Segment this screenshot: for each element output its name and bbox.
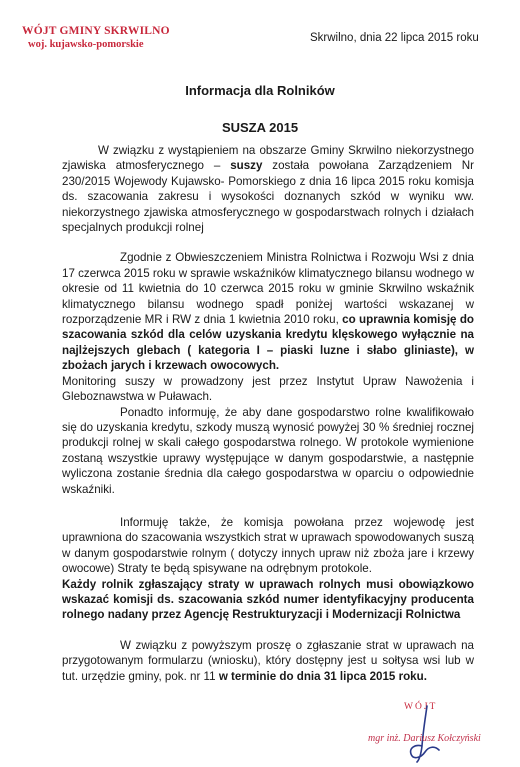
p6-bold: Każdy rolnik zgłaszający straty w uprawach rolnych musi obowiązkowo wskazać komisji ds. szacowania szkód numer identyfikacyjny producenta rolnego nadany przez Agencję Restrukturyzacji i Modernizacji Rolnictwa (62, 577, 474, 622)
signature-stamp-title: WÓJT (404, 702, 438, 712)
paragraph-3: Monitoring suszy w prowadzony jest przez Instytut Upraw Nawożenia i Gleboznawstwa w Puławach. (62, 374, 474, 404)
paragraph-2 (62, 250, 474, 373)
document-body (62, 143, 474, 684)
stamp-line-2: woj. kujawsko-pomorskie (28, 39, 144, 50)
p2-text-a: Zgodnie z Obwieszczeniem Ministra Rolnictwa i Rozwoju Wsi z dnia 17 czerwca 2015 roku w sprawie wskaźników klimatycznego bilansu wodnego w okresie od 11 kwietnia do 10 czerwca 2015 roku w gminie Skrwilno wskaźnik klimatycznego bilansu wodnego spadł poniżej wartości wskazanej w rozporządzenie MR i RW z dnia 1 kwietnia 2010 roku, (62, 251, 474, 327)
paragraph-1 (62, 143, 474, 235)
office-stamp (22, 24, 170, 52)
place-date: Skrwilno, dnia 22 lipca 2015 roku (310, 32, 479, 44)
p7-bold: w terminie do dnia 31 lipca 2015 roku. (218, 669, 427, 683)
p1-bold: suszy (230, 159, 263, 173)
document-subtitle: SUSZA 2015 (221, 120, 299, 135)
paragraph-6 (62, 577, 474, 623)
p1-text-a: W związku z wystąpieniem na obszarze Gminy Skrwilno niekorzystnego zjawiska atmosferycznego – (62, 144, 474, 173)
p7-text-a: W związku z powyższym proszę o zgłaszanie strat w uprawach na przygotowanym formularzu (wniosku), który dostępny jest u sołtysa wsi lub w tut. urzędzie gminy, pok. nr 11 (62, 638, 474, 683)
signatory-name: mgr inż. Dariusz Kołczyński (368, 733, 481, 744)
paragraph-4: Ponadto informuję, że aby dane gospodarstwo rolne kwalifikowało się do uzyskania kredytu, szkody muszą wynosić powyżej 30 % średniej rocznej produkcji rolnej w skali całego gospodarstwa rolnego. W protokole wymienione zostaną wszystkie uprawy występujące w danym gospodarstwie, a następnie wyliczona zostanie średnia dla całego gospodarstwa w oparciu o odpowiednie wskaźniki. (62, 405, 474, 496)
paragraph-7 (62, 638, 474, 684)
stamp-line-1: WÓJT GMINY SKRWILNO (22, 25, 170, 37)
p2-bold: co uprawnia komisję do szacowania szkód dla celów uzyskania kredytu klęskowego wyłącznie na najlżejszych glebach ( kategoria I – piaski luzne i słabo gliniaste), w zbożach jarych i krzewach owocowych. (62, 313, 475, 373)
p1-text-c: została powołana Zarządzeniem Nr 230/2015 Wojewody Kujawsko- Pomorskiego z dnia 16 lipca 2015 roku komisja ds. szacowania zakresu i wysokości doznanych szkód w wyniku ww. niekorzystnego zjawiska atmosferycznego w gospodarstwach rolnych i działach specjalnych produkcji rolnej (62, 159, 474, 235)
paragraph-5: Informuję także, że komisja powołana przez wojewodę jest uprawniona do szacowania wszystkich strat w uprawach spowodowanych suszą w danym gospodarstwie rolnym ( dotyczy innych upraw niż zboża jare i krzewy owocowe) Straty te będą spisywane na odrębnym protokole. (62, 515, 474, 576)
document-title: Informacja dla Rolników (185, 83, 335, 98)
